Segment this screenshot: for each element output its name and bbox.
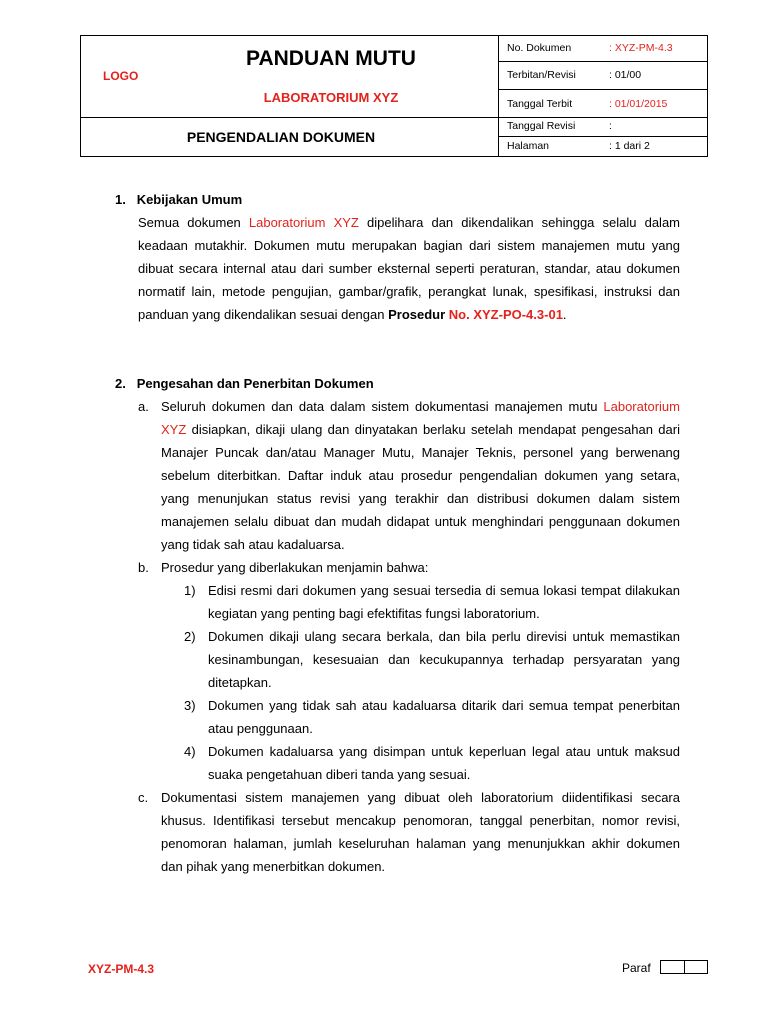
section-2 bbox=[115, 372, 680, 878]
list-item-number: 3) bbox=[184, 698, 196, 713]
meta-key: Tanggal Terbit bbox=[507, 98, 573, 110]
meta-key: Tanggal Revisi bbox=[507, 120, 576, 132]
item-a-label: a. bbox=[138, 399, 149, 414]
list-item bbox=[184, 579, 680, 625]
list-item bbox=[184, 625, 680, 694]
item-c-label: c. bbox=[138, 790, 149, 805]
text-run: dipelihara dan dikendalikan sehingga selalu dalam keadaan mutakhir. Dokumen mutu merupakan bagian dari sistem manajemen mutu yang dibuat secara internal atau dari sumber eksternal seperti peraturan, standar, atau dokumen normatif lain, metode pengujian, gambar/grafik, perangkat lunak, spesifikasi, instruksi dan panduan yang dikendalikan sesuai dengan bbox=[138, 215, 680, 322]
meta-key: Halaman bbox=[507, 140, 550, 152]
section-1-heading-text: Kebijakan Umum bbox=[136, 192, 243, 207]
document-title: PANDUAN MUTU bbox=[246, 47, 416, 70]
meta-row-tanggal-terbit bbox=[499, 90, 707, 118]
item-a-text bbox=[161, 395, 680, 556]
footer-document-code: XYZ-PM-4.3 bbox=[88, 962, 155, 976]
meta-value: : XYZ-PM-4.3 bbox=[609, 42, 673, 54]
meta-key: No. Dokumen bbox=[507, 42, 572, 54]
meta-value: : 01/00 bbox=[609, 69, 642, 81]
section-1-heading bbox=[115, 188, 680, 211]
document-subtitle: LABORATORIUM XYZ bbox=[263, 90, 399, 105]
meta-value: : bbox=[609, 120, 612, 132]
section-2-heading-text: Pengesahan dan Penerbitan Dokumen bbox=[136, 376, 374, 391]
text-run: . bbox=[562, 307, 567, 322]
list-item-text: Dokumen dikaji ulang secara berkala, dan bila perlu direvisi untuk memastikan kesinambungan, kesesuaian dan kecukupannya terhadap persyaratan yang ditetapkan. bbox=[208, 629, 680, 690]
header-title-cell bbox=[81, 36, 499, 118]
document-header-table bbox=[80, 35, 708, 157]
prosedur-label: Prosedur bbox=[388, 307, 449, 322]
footer-paraf-label: Paraf bbox=[622, 961, 651, 975]
list-item-text: Dokumen yang tidak sah atau kadaluarsa ditarik dari semua tempat penerbitan atau penggunaan. bbox=[208, 698, 680, 736]
section-2-number: 2. bbox=[115, 376, 126, 391]
lab-name: Laboratorium XYZ bbox=[161, 399, 680, 437]
text-run: Seluruh dokumen dan data dalam sistem dokumentasi manajemen mutu bbox=[161, 399, 604, 414]
meta-row-no-dokumen bbox=[499, 36, 707, 62]
list-item-number: 4) bbox=[184, 744, 196, 759]
list-item-number: 2) bbox=[184, 629, 196, 644]
item-c bbox=[138, 786, 680, 878]
meta-value: : 1 dari 2 bbox=[609, 140, 650, 152]
paraf-box-divider bbox=[684, 961, 685, 973]
list-item-text: Dokumen kadaluarsa yang disimpan untuk keperluan legal atau untuk maksud suaka pengetahuan diberi tanda yang sesuai. bbox=[208, 744, 680, 782]
section-2-heading bbox=[115, 372, 680, 395]
list-item bbox=[184, 694, 680, 740]
prosedur-number: No. XYZ-PO-4.3-01 bbox=[448, 307, 563, 322]
list-item-text: Edisi resmi dari dokumen yang sesuai tersedia di semua lokasi tempat dilakukan kegiatan yang penting bagi efektifitas fungsi laboratorium. bbox=[208, 583, 680, 621]
meta-value: : 01/01/2015 bbox=[609, 98, 668, 110]
section-1-paragraph bbox=[138, 211, 680, 326]
meta-key: Terbitan/Revisi bbox=[507, 69, 576, 81]
list-item-number: 1) bbox=[184, 583, 196, 598]
paraf-signature-box[interactable] bbox=[660, 960, 708, 974]
section-title: PENGENDALIAN DOKUMEN bbox=[186, 129, 376, 145]
item-a bbox=[138, 395, 680, 556]
item-c-text: Dokumentasi sistem manajemen yang dibuat oleh laboratorium diidentifikasi secara khusus. Identifikasi tersebut mencakup penomoran, tanggal penerbitan, nomor revisi, penomoran halaman, jumlah keseluruhan halaman yang menunjukkan akhir dokumen dan pihak yang menerbitkan dokumen. bbox=[161, 790, 680, 874]
item-b bbox=[138, 556, 680, 786]
logo: LOGO bbox=[103, 69, 139, 83]
text-run: Semua dokumen bbox=[138, 215, 249, 230]
section-1 bbox=[115, 188, 680, 326]
header-section-cell bbox=[81, 118, 499, 156]
section-1-number: 1. bbox=[115, 192, 126, 207]
meta-row-tanggal-revisi bbox=[499, 118, 707, 137]
lab-name: Laboratorium XYZ bbox=[248, 215, 359, 230]
item-b-text: Prosedur yang diberlakukan menjamin bahwa: bbox=[161, 560, 429, 575]
list-item bbox=[184, 740, 680, 786]
meta-row-halaman bbox=[499, 137, 707, 156]
meta-row-terbitan bbox=[499, 62, 707, 90]
text-run: disiapkan, dikaji ulang dan dinyatakan berlaku setelah mendapat pengesahan dari Manajer Puncak dan/atau Manager Mutu, Manajer Teknis, personel yang berwenang sebelum diterbitkan. Daftar induk atau prosedur pengendalian dokumen yang setara, yang menunjukan status revisi yang terakhir dan distribusi dokumen dalam sistem manajemen selalu dibuat dan mudah didapat untuk menghindari penggunaan dokumen yang tidak sah atau kadaluarsa. bbox=[161, 422, 680, 552]
item-b-label: b. bbox=[138, 560, 149, 575]
